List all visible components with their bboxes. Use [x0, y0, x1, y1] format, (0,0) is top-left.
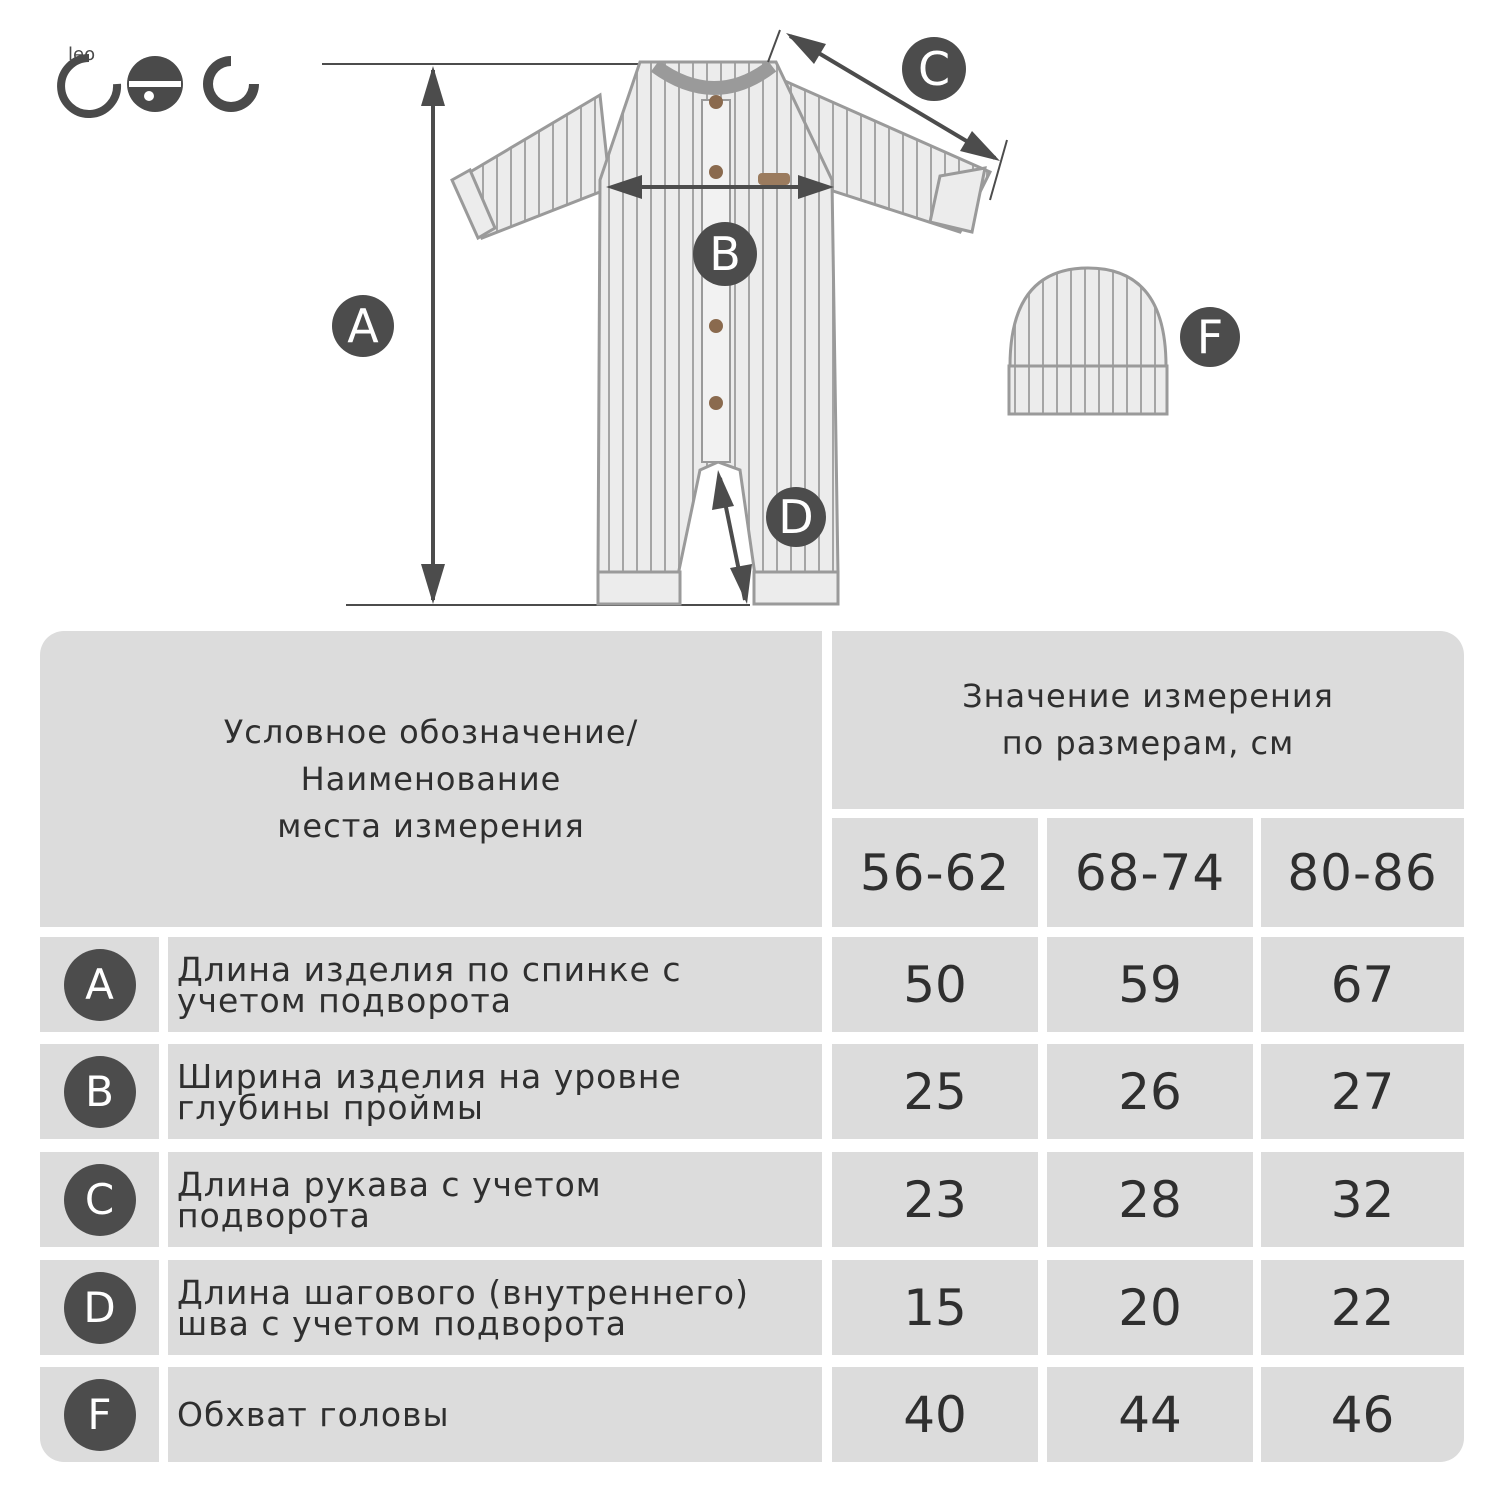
row-d-value-1: 15 [832, 1260, 1038, 1355]
row-c-letter-cell [40, 1152, 159, 1247]
row-a-value-3: 67 [1261, 937, 1464, 1032]
label-a-badge: A [332, 295, 394, 357]
header-left-line-1: Условное обозначение/ [223, 712, 639, 751]
row-c-badge: C [64, 1164, 136, 1236]
label-b-badge: B [693, 222, 757, 286]
row-c-value-2: 28 [1047, 1152, 1253, 1247]
garment-illustration [300, 20, 1300, 620]
row-b-badge: B [64, 1056, 136, 1128]
row-a-name-line-2: учетом подворота [177, 980, 512, 1020]
header-measurement-values [832, 631, 1464, 809]
row-b-name-line-1: Ширина изделия на уровне [177, 1056, 682, 1096]
row-b-value-3: 27 [1261, 1044, 1464, 1139]
header-left-line-2: Наименование [300, 759, 562, 798]
size-header-3: 80-86 [1261, 818, 1464, 927]
row-c-name-line-2: подворота [177, 1195, 371, 1235]
header-right-line-2: по размерам, см [1001, 724, 1295, 762]
header-right-line-1: Значение измерения [962, 677, 1334, 715]
row-a-badge: A [64, 949, 136, 1021]
row-a-name-line-1: Длина изделия по спинке с [177, 949, 682, 989]
row-f-name [168, 1367, 822, 1462]
row-d-letter-cell [40, 1260, 159, 1355]
row-c-name [168, 1152, 822, 1247]
row-b-letter-cell [40, 1044, 159, 1139]
row-f-letter-cell [40, 1367, 159, 1462]
row-a-name [168, 937, 822, 1032]
row-d-name-line-2: шва с учетом подворота [177, 1303, 627, 1343]
logo-leo-text: leo [68, 44, 96, 65]
row-a-value-1: 50 [832, 937, 1038, 1032]
row-f-value-3: 46 [1261, 1367, 1464, 1462]
size-header-2: 68-74 [1047, 818, 1253, 927]
row-b-name-line-2: глубины проймы [177, 1087, 484, 1127]
row-d-name-line-1: Длина шагового (внутреннего) [177, 1272, 749, 1312]
row-f-value-2: 44 [1047, 1367, 1253, 1462]
row-a-letter-cell [40, 937, 159, 1032]
row-d-name [168, 1260, 822, 1355]
row-d-value-2: 20 [1047, 1260, 1253, 1355]
label-f-badge: F [1180, 307, 1240, 367]
row-f-value-1: 40 [832, 1367, 1038, 1462]
row-f-badge: F [64, 1379, 136, 1451]
row-a-value-2: 59 [1047, 937, 1253, 1032]
row-b-value-2: 26 [1047, 1044, 1253, 1139]
row-d-value-3: 22 [1261, 1260, 1464, 1355]
label-c-badge: C [902, 37, 966, 101]
row-f-name-line-1: Обхват головы [177, 1395, 450, 1434]
header-left-line-3: места измерения [277, 806, 585, 845]
row-c-name-line-1: Длина рукава с учетом [177, 1164, 602, 1204]
label-d-badge: D [766, 487, 826, 547]
row-c-value-3: 32 [1261, 1152, 1464, 1247]
row-b-value-1: 25 [832, 1044, 1038, 1139]
size-header-1: 56-62 [832, 818, 1038, 927]
header-measurement-name [40, 631, 822, 927]
row-c-value-1: 23 [832, 1152, 1038, 1247]
row-b-name [168, 1044, 822, 1139]
row-d-badge: D [64, 1272, 136, 1344]
